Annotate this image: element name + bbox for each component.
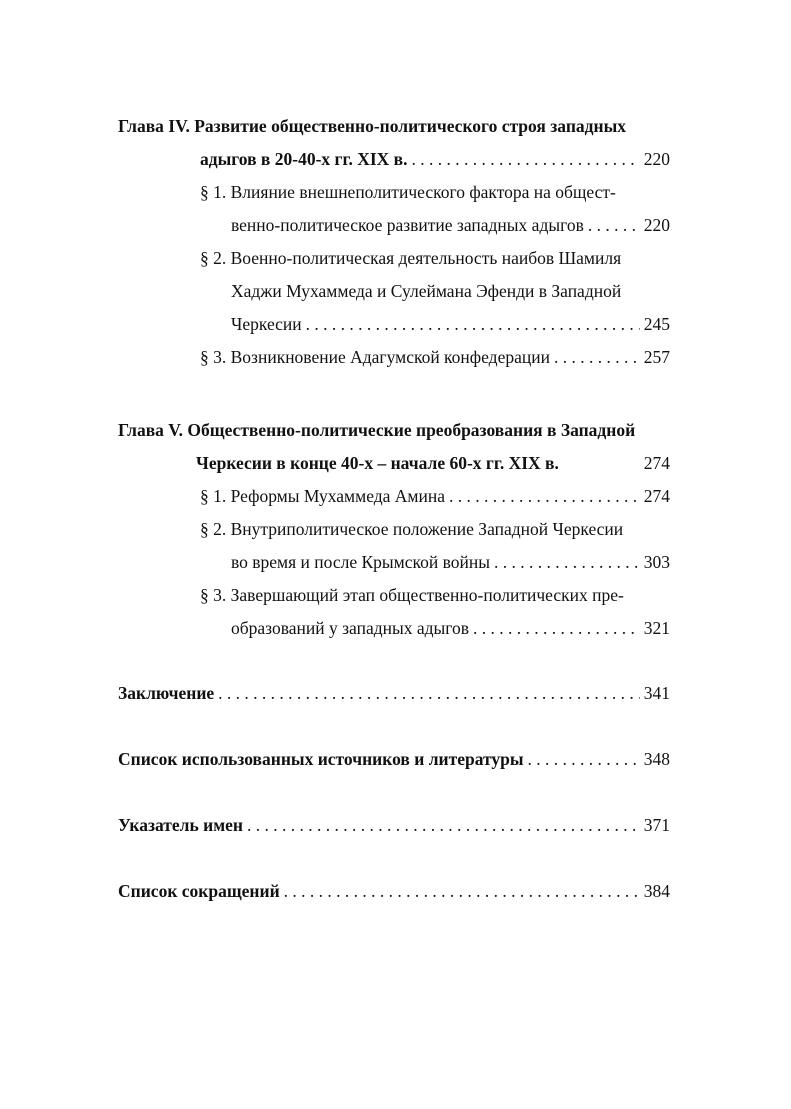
dot-leader (528, 747, 640, 771)
dot-leader (449, 484, 640, 508)
page-number: 274 (643, 486, 670, 506)
chapter-5-section-3-line1: § 3. Завершающий этап общественно-политических пре- (200, 585, 624, 605)
chapter-4-section-1-line2: венно-политическое развитие западных адыгов (231, 215, 584, 235)
page-number: 303 (643, 552, 670, 572)
page-number: 348 (643, 749, 670, 769)
chapter-5-section-1-line1: § 1. Реформы Мухаммеда Амина (200, 486, 445, 506)
index-title: Указатель имен (118, 815, 243, 835)
chapter-4-section-2-line1: § 2. Военно-политическая деятельность наибов Шамиля (200, 248, 622, 268)
dot-leader (284, 879, 640, 903)
page-number: 341 (643, 683, 670, 703)
index-entry[interactable] (118, 813, 670, 837)
chapter-5-section-1-entry[interactable] (200, 484, 670, 508)
page-number: 371 (643, 815, 670, 835)
page-number: 245 (643, 314, 670, 334)
chapter-4-title-line1: Глава IV. Развитие общественно-политического строя западных (118, 116, 626, 136)
chapter-5-section-2-entry[interactable] (231, 550, 670, 574)
page-number: 220 (643, 149, 670, 169)
dot-leader (411, 147, 639, 171)
dot-leader (218, 681, 640, 705)
abbreviations-title: Список сокращений (118, 881, 280, 901)
chapter-5-title-line2: Черкесии в конце 40-х – начале 60-х гг. XIX в. (196, 453, 559, 473)
chapter-4-section-1-entry[interactable] (231, 213, 670, 237)
chapter-4-section-3-entry[interactable] (200, 345, 670, 369)
dot-leader (306, 312, 640, 336)
chapter-4-section-1-line1: § 1. Влияние внешнеполитического фактора на общест- (200, 182, 616, 202)
chapter-5-title-line1: Глава V. Общественно-политические преобразования в Западной (118, 420, 636, 440)
chapter-4-title-entry[interactable] (200, 147, 670, 171)
page-number: 220 (643, 215, 670, 235)
chapter-4-section-3-line1: § 3. Возникновение Адагумской конфедерации (200, 347, 550, 367)
page-number: 257 (643, 347, 670, 367)
sources-entry[interactable] (118, 747, 670, 771)
sources-title: Список использованных источников и литературы (118, 749, 524, 769)
page-number: 274 (643, 453, 670, 473)
abbreviations-entry[interactable] (118, 879, 670, 903)
chapter-5-section-3-entry[interactable] (231, 616, 670, 640)
dot-leader (247, 813, 640, 837)
chapter-4-section-2-line3: Черкесии (231, 314, 302, 334)
chapter-5-section-2-line1: § 2. Внутриполитическое положение Западной Черкесии (200, 519, 624, 539)
chapter-5-section-3-line2: образований у западных адыгов (231, 618, 470, 638)
chapter-4-section-2-line2: Хаджи Мухаммеда и Сулеймана Эфенди в Западной (231, 281, 622, 301)
chapter-5-title-entry[interactable] (196, 451, 670, 475)
chapter-4-section-2-entry[interactable] (231, 312, 670, 336)
page-number: 321 (643, 618, 670, 638)
dot-leader (473, 616, 640, 640)
dot-leader (554, 345, 640, 369)
chapter-4-title-line2: адыгов в 20-40-х гг. XIX в. (200, 149, 408, 169)
conclusion-title: Заключение (118, 683, 215, 703)
dot-leader (494, 550, 640, 574)
conclusion-entry[interactable] (118, 681, 670, 705)
chapter-5-section-2-line2: во время и после Крымской войны (231, 552, 490, 572)
page-number: 384 (643, 881, 670, 901)
dot-leader (588, 213, 640, 237)
